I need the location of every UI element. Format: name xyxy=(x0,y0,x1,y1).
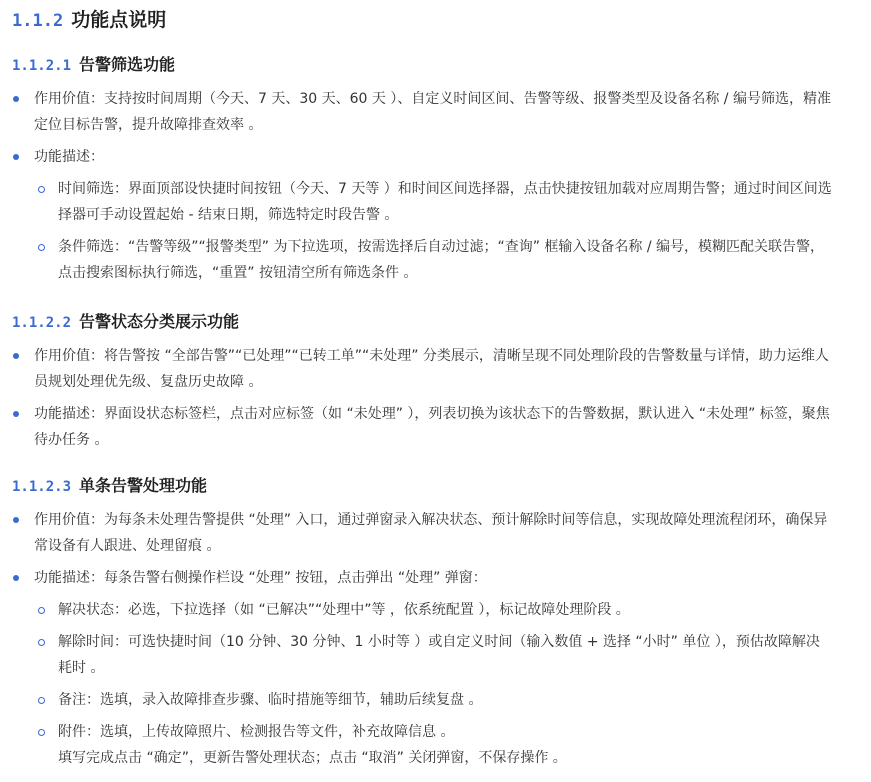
subsection-title: 告警筛选功能 xyxy=(79,55,176,74)
bullet-icon xyxy=(13,353,19,359)
list-item: 功能描述： 时间筛选：界面顶部设快捷时间按钮（今天、7 天等 ）和时间区间选择器，点击快捷按钮加载对应周期告警；通过时间区间选择器可手动设置起始 - 结束日期，筛选特定时段告警 。 条件筛选：“告警等级”“报警类型” 为下拉选项，按需选择后自动过滤；“查询” 框输入设备名称 / 编号，模糊匹配关联告警，点击搜索图标执行筛选，“重置” 按钮清空所有筛选条件 。 xyxy=(12,144,832,286)
bullet-icon xyxy=(13,96,19,102)
closing-note: 填写完成点击 “确定”，更新告警处理状态；点击 “取消” 关闭弹窗，不保存操作 。 xyxy=(58,750,567,766)
section-number: 1.1.2 xyxy=(12,11,64,31)
sub-list-item: 时间筛选：界面顶部设快捷时间按钮（今天、7 天等 ）和时间区间选择器，点击快捷按钮加载对应周期告警；通过时间区间选择器可手动设置起始 - 结束日期，筛选特定时段告警 。 xyxy=(12,176,832,228)
sub-list-item: 解除时间：可选快捷时间（10 分钟、30 分钟、1 小时等 ）或自定义时间（输入数值 + 选择 “小时” 单位 ），预估故障解决耗时 。 xyxy=(12,629,832,681)
bullet-icon xyxy=(13,517,19,523)
section-title: 功能点说明 xyxy=(71,9,167,31)
bullet-list xyxy=(12,86,832,292)
sub-list-item: 备注：选填，录入故障排查步骤、临时措施等细节，辅助后续复盘 。 xyxy=(12,687,832,713)
subsection-title: 告警状态分类展示功能 xyxy=(79,312,240,331)
list-item: 功能描述：每条告警右侧操作栏设 “处理” 按钮，点击弹出 “处理” 弹窗： 解决状态：必选，下拉选择（如 “已解决”“处理中”等 ，依系统配置 ），标记故障处理阶段 。 解除时间：可选快捷时间（10 分钟、30 分钟、1 小时等 ）或自定义时间（输入数值 + 选择 “小时” 单位 ），预估故障解决耗时 。 备注：选填，录入故障排查步骤、临时措施等细节，辅助后续复盘 。 附件：选填，上传故障照片、检测报告等文件，补充故障信息 。 填写完成点击 “确定”，更新告警处理状态；点击 “取消” 关闭弹窗，不保存操作 。 xyxy=(12,565,832,771)
bullet-list xyxy=(12,343,832,459)
subsection-number: 1.1.2.1 xyxy=(12,58,72,74)
bullet-icon xyxy=(13,154,19,160)
circle-bullet-icon xyxy=(38,186,45,193)
circle-bullet-icon xyxy=(38,729,45,736)
subsection-number: 1.1.2.2 xyxy=(12,315,72,331)
circle-bullet-icon xyxy=(38,607,45,614)
list-item: 作用价值：支持按时间周期（今天、7 天、30 天、60 天 ）、自定义时间区间、告警等级、报警类型及设备名称 / 编号筛选，精准定位目标告警，提升故障排查效率 。 xyxy=(12,86,832,138)
bullet-icon xyxy=(13,411,19,417)
subsection-number: 1.1.2.3 xyxy=(12,479,72,495)
subsection-heading xyxy=(12,54,175,77)
circle-bullet-icon xyxy=(38,244,45,251)
sub-list-item: 附件：选填，上传故障照片、检测报告等文件，补充故障信息 。 填写完成点击 “确定”，更新告警处理状态；点击 “取消” 关闭弹窗，不保存操作 。 xyxy=(12,719,832,771)
sub-list xyxy=(12,597,832,771)
section-heading xyxy=(12,0,863,36)
subsection-heading xyxy=(12,475,207,498)
bullet-list xyxy=(12,507,832,777)
sub-list-item: 条件筛选：“告警等级”“报警类型” 为下拉选项，按需选择后自动过滤；“查询” 框输入设备名称 / 编号，模糊匹配关联告警，点击搜索图标执行筛选，“重置” 按钮清空所有筛选条件 。 xyxy=(12,234,832,286)
sub-list-item: 解决状态：必选，下拉选择（如 “已解决”“处理中”等 ，依系统配置 ），标记故障处理阶段 。 xyxy=(12,597,832,623)
bullet-icon xyxy=(13,575,19,581)
circle-bullet-icon xyxy=(38,697,45,704)
subsection-title: 单条告警处理功能 xyxy=(79,476,208,495)
list-item: 作用价值：为每条未处理告警提供 “处理” 入口，通过弹窗录入解决状态、预计解除时间等信息，实现故障处理流程闭环，确保异常设备有人跟进、处理留痕 。 xyxy=(12,507,832,559)
circle-bullet-icon xyxy=(38,639,45,646)
list-item: 功能描述：界面设状态标签栏，点击对应标签（如 “未处理” ），列表切换为该状态下的告警数据，默认进入 “未处理” 标签，聚焦待办任务 。 xyxy=(12,401,832,453)
list-item: 作用价值：将告警按 “全部告警”“已处理”“已转工单”“未处理” 分类展示，清晰呈现不同处理阶段的告警数量与详情，助力运维人员规划处理优先级、复盘历史故障 。 xyxy=(12,343,832,395)
subsection-heading xyxy=(12,311,239,334)
sub-list xyxy=(12,176,832,286)
